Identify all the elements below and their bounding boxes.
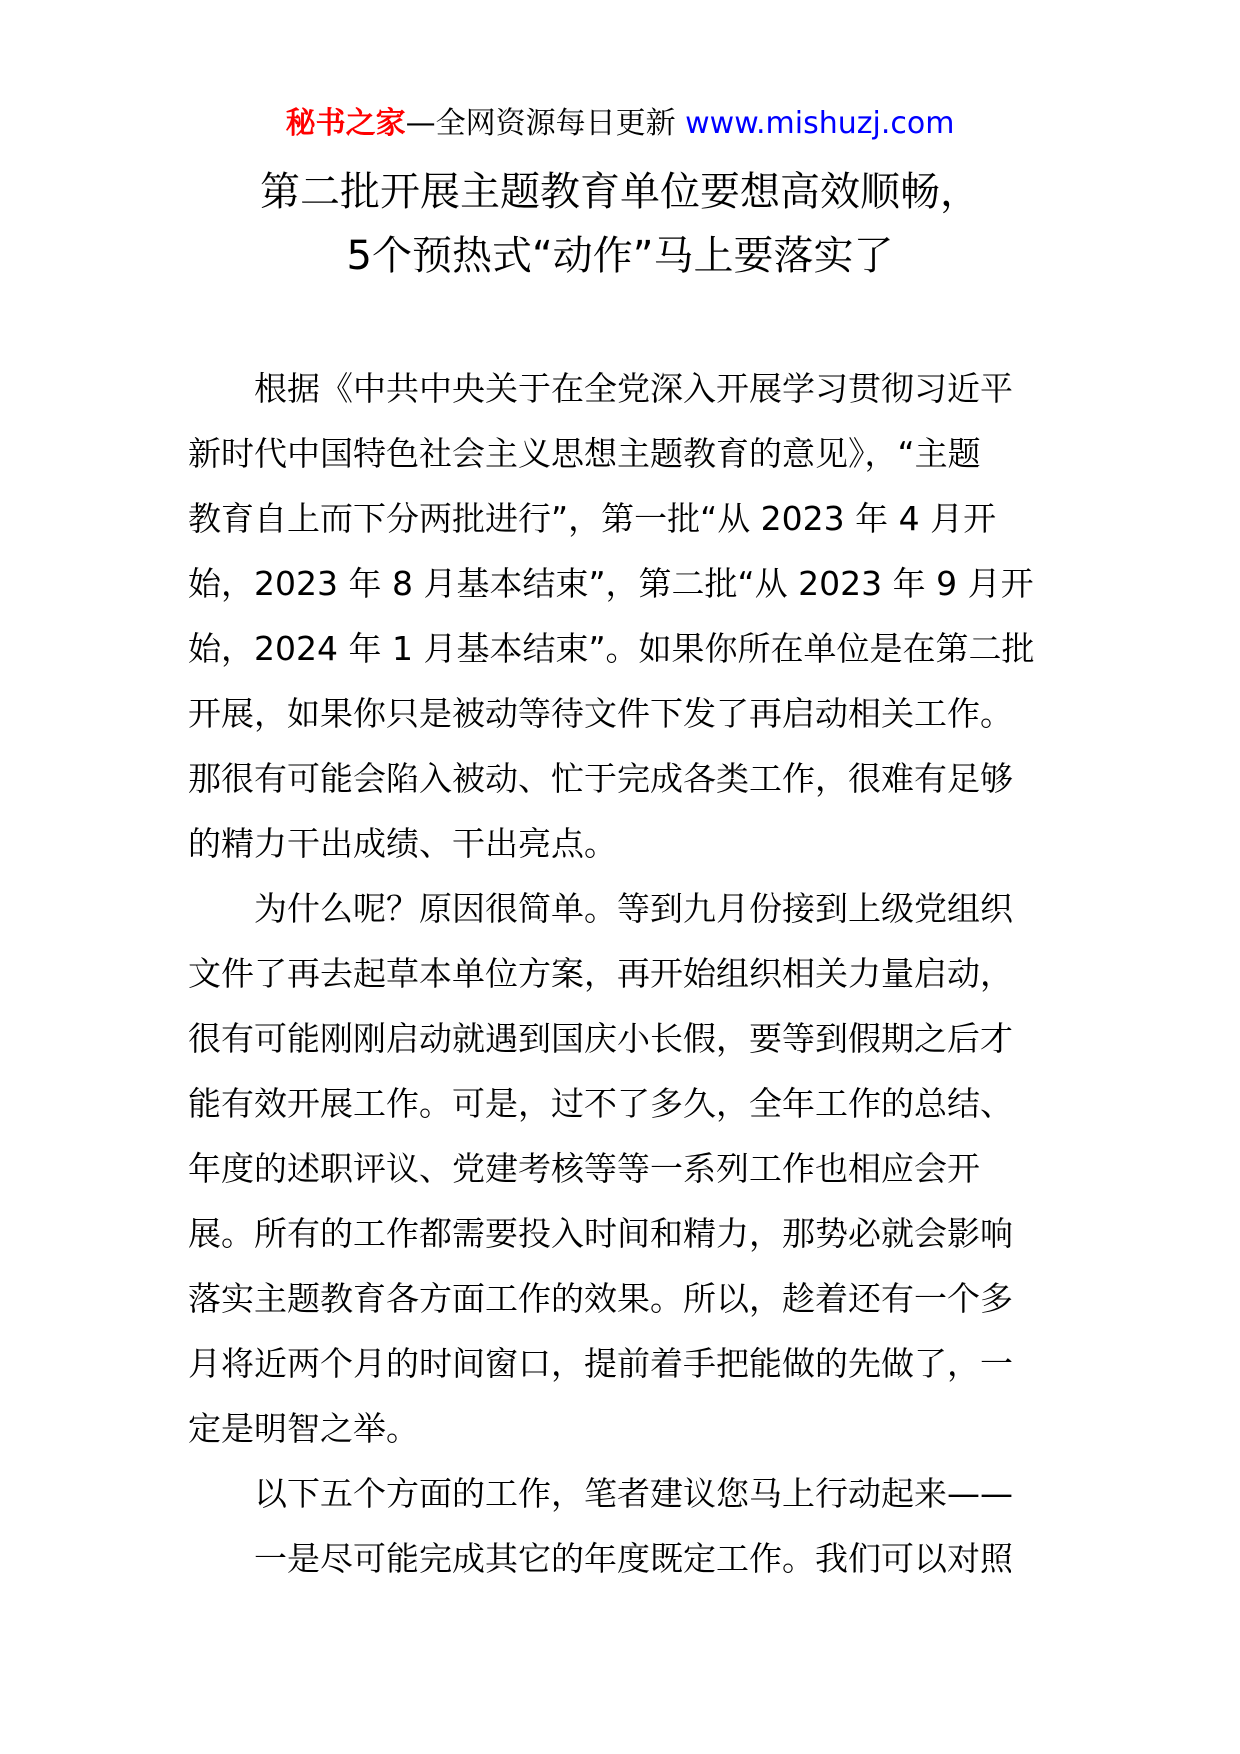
- body-line: 为什么呢？原因很简单。等到九月份接到上级党组织: [254, 889, 1013, 928]
- body-line: 那很有可能会陷入被动、忙于完成各类工作，很难有足够: [188, 759, 1013, 798]
- brand-name: 秘书之家: [285, 106, 406, 141]
- body-line: 始，2024 年 1 月基本结束”。如果你所在单位是在第二批: [188, 629, 1035, 668]
- header-tagline: —全网资源每日更新: [405, 106, 686, 141]
- document-title-line-2: 5个预热式“动作”马上要落实了: [346, 233, 894, 279]
- body-line: 根据《中共中央关于在全党深入开展学习贯彻习近平: [254, 369, 1013, 408]
- body-line: 定是明智之举。: [188, 1409, 419, 1448]
- body-line: 始，2023 年 8 月基本结束”，第二批“从 2023 年 9 月开: [188, 564, 1034, 603]
- body-line: 能有效开展工作。可是，过不了多久，全年工作的总结、: [188, 1084, 1013, 1123]
- document-title-line-1: 第二批开展主题教育单位要想高效顺畅，: [260, 169, 980, 215]
- body-line: 落实主题教育各方面工作的效果。所以，趁着还有一个多: [188, 1279, 1013, 1318]
- body-line: 很有可能刚刚启动就遇到国庆小长假，要等到假期之后才: [188, 1019, 1013, 1058]
- body-line: 以下五个方面的工作，笔者建议您马上行动起来——: [254, 1474, 1013, 1513]
- body-line: 新时代中国特色社会主义思想主题教育的意见》，“主题: [188, 434, 981, 473]
- body-line: 展。所有的工作都需要投入时间和精力，那势必就会影响: [188, 1214, 1013, 1253]
- document-body: [188, 356, 1054, 1591]
- body-line: 开展，如果你只是被动等待文件下发了再启动相关工作。: [188, 694, 1013, 733]
- body-line: 一是尽可能完成其它的年度既定工作。我们可以对照: [254, 1539, 1013, 1578]
- body-line: 月将近两个月的时间窗口，提前着手把能做的先做了，一: [188, 1344, 1013, 1383]
- site-header: [0, 102, 1240, 146]
- body-line: 文件了再去起草本单位方案，再开始组织相关力量启动，: [188, 954, 1013, 993]
- body-line: 的精力干出成绩、干出亮点。: [188, 824, 617, 863]
- site-url-link[interactable]: www.mishuzj.com: [685, 106, 955, 141]
- body-line: 教育自上而下分两批进行”，第一批“从 2023 年 4 月开: [188, 499, 997, 538]
- body-line: 年度的述职评议、党建考核等等一系列工作也相应会开: [188, 1149, 980, 1188]
